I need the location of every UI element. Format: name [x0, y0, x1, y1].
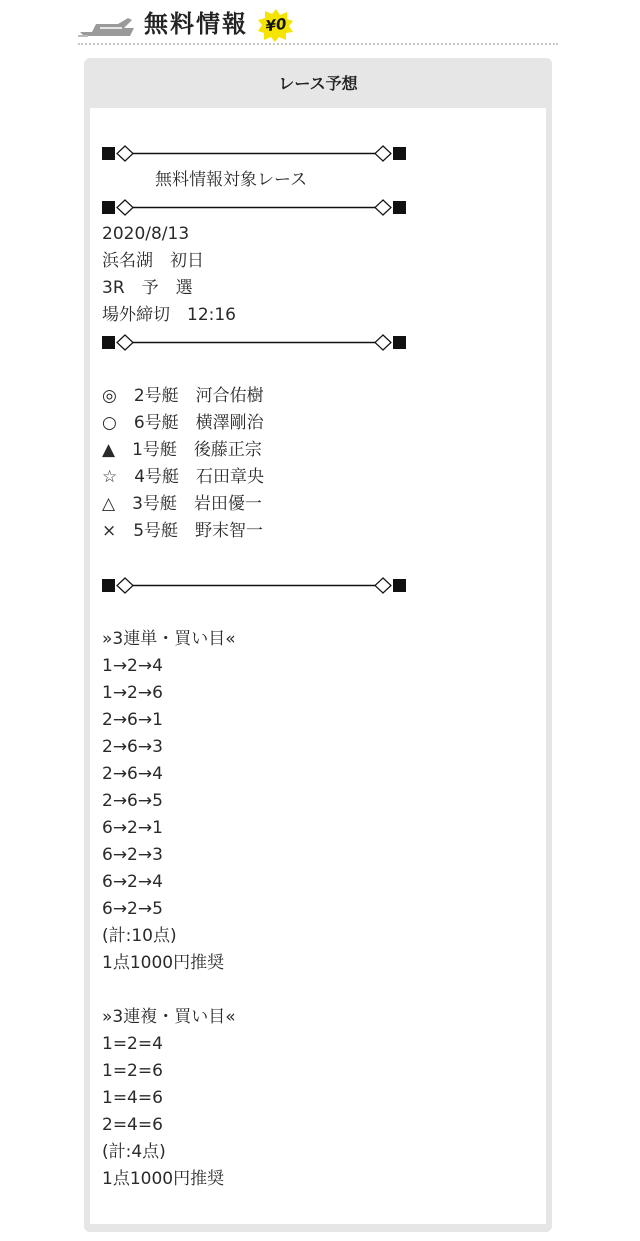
- trifecta-combo: 6→2→3: [102, 845, 163, 865]
- header-divider: [78, 43, 558, 45]
- trifecta-heading: »3連単・買い目«: [102, 629, 236, 649]
- panel-title: レース予想: [278, 73, 358, 93]
- pick-row: ◎ 2号艇 河合佑樹: [102, 386, 264, 406]
- ornament-divider: [102, 329, 542, 356]
- ornament-divider: [102, 140, 542, 167]
- header-title: 無料情報: [144, 10, 248, 38]
- trifecta-combo: 6→2→1: [102, 818, 163, 838]
- trio-recommend: 1点1000円推奨: [102, 1169, 225, 1189]
- prediction-content: [102, 140, 542, 1193]
- trifecta-combo: 2→6→5: [102, 791, 163, 811]
- pick-row: △ 3号艇 岩田優一: [102, 494, 262, 514]
- trifecta-combo: 6→2→4: [102, 872, 163, 892]
- trio-total: (計:4点): [102, 1142, 166, 1162]
- ornament-divider: [102, 194, 542, 221]
- trifecta-combo: 1→2→6: [102, 683, 163, 703]
- free-badge-text: ¥0: [264, 14, 288, 36]
- trio-combo: 1=2=4: [102, 1034, 163, 1054]
- race-deadline: 場外締切 12:16: [102, 305, 236, 325]
- trio-combo: 1=2=6: [102, 1061, 163, 1081]
- pick-row: ☆ 4号艇 石田章央: [102, 467, 265, 487]
- race-label: 無料情報対象レース: [155, 170, 308, 190]
- page-header: [78, 6, 558, 46]
- trifecta-recommend: 1点1000円推奨: [102, 953, 225, 973]
- trio-combo: 1=4=6: [102, 1088, 163, 1108]
- race-name: 3R 予 選: [102, 278, 193, 298]
- trifecta-total: (計:10点): [102, 926, 177, 946]
- pick-row: × 5号艇 野末智一: [102, 521, 264, 541]
- boat-icon: [78, 14, 136, 40]
- pick-row: ▲ 1号艇 後藤正宗: [102, 440, 262, 460]
- ornament-divider: [102, 572, 542, 599]
- pick-row: ○ 6号艇 横澤剛治: [102, 413, 264, 433]
- trifecta-combo: 2→6→1: [102, 710, 163, 730]
- trifecta-combo: 2→6→4: [102, 764, 163, 784]
- race-venue: 浜名湖 初日: [102, 251, 204, 271]
- trifecta-combo: 2→6→3: [102, 737, 163, 757]
- trifecta-combo: 6→2→5: [102, 899, 163, 919]
- trio-heading: »3連複・買い目«: [102, 1007, 236, 1027]
- race-date: 2020/8/13: [102, 224, 190, 244]
- free-badge: [258, 8, 294, 42]
- trio-combo: 2=4=6: [102, 1115, 163, 1135]
- trifecta-combo: 1→2→4: [102, 656, 163, 676]
